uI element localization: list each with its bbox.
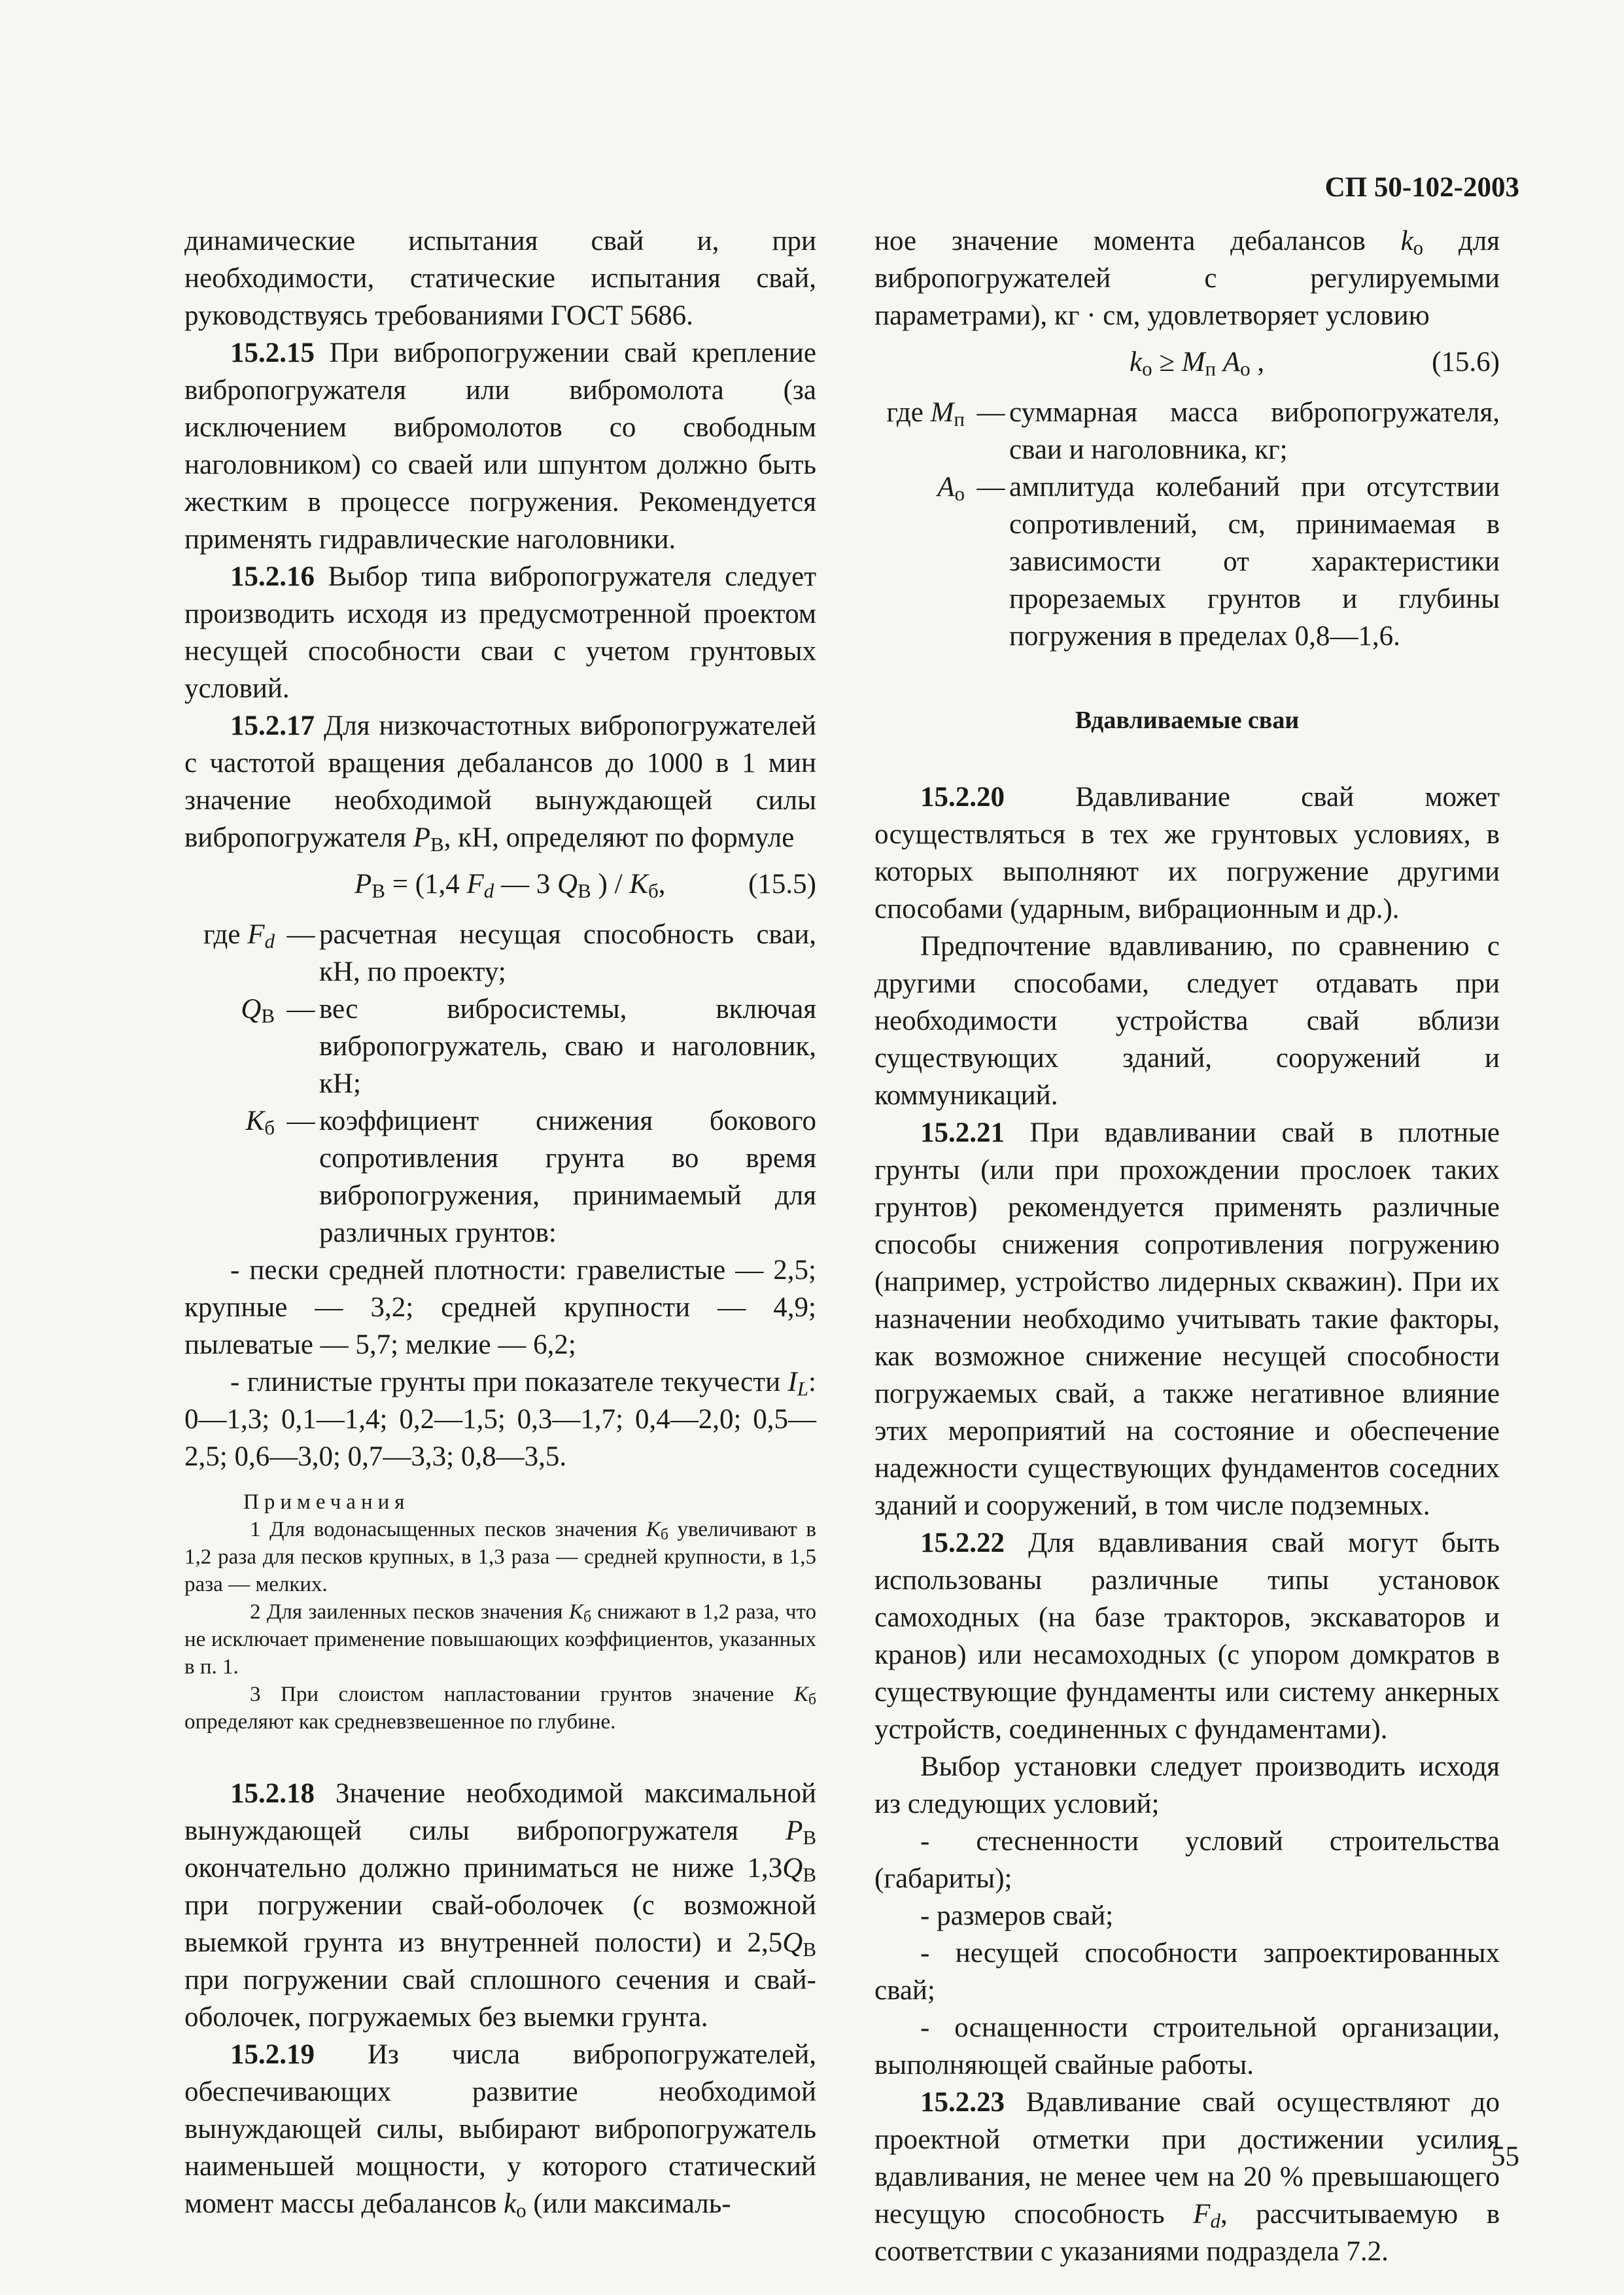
- right-column: [874, 222, 1500, 2270]
- definition-fd: где $F_d$ — расчетная несущая способность сваи, кН, по проекту;: [203, 919, 816, 987]
- definition-ao: $A_о$ — амплитуда колебаний при отсутствии сопротивлений, см, принимаемая в зависимости от характеристики прорезаемых грунтов и глубины погружения в пределах 0,8—1,6.: [937, 472, 1500, 652]
- clause-15-2-20: 15.2.20 Вдавливание свай может осуществляться в тех же грунтовых условиях, в которых выполняют их погружение другими способами (ударным, вибрационным и др.).: [874, 782, 1500, 924]
- continuation-paragraph: ное значение момента дебалансов $k_о$ для вибропогружателей с регулируемыми параметрами), кг · см, удовлетворяет условию: [874, 226, 1500, 331]
- condition-item: - оснащенности строительной организации, выполняющей свайные работы.: [874, 2012, 1500, 2080]
- condition-item: - размеров свай;: [920, 1901, 1114, 1931]
- clause-15-2-16: 15.2.16 Выбор типа вибропогружателя следует производить исходя из предусмотренной проектом несущей способности сваи с учетом грунтовых условий.: [184, 561, 816, 704]
- section-heading: Вдавливаемые сваи: [1075, 707, 1300, 734]
- definition-mp: где $M_п$ — суммарная масса вибропогружателя, сваи и наголовника, кг;: [886, 397, 1500, 465]
- notes-title: Примечания: [243, 1490, 410, 1514]
- left-column: [184, 222, 816, 2222]
- formula-15-5-definitions: [184, 916, 816, 1252]
- formula-15-5: $P_В = (1,4$ $F_d$ — 3 $Q_В$ ) / $K_б$, (15.5): [184, 866, 816, 903]
- clause-15-2-15: 15.2.15 При вибропогружении свай крепление вибропогружателя или вибромолота (за исключением вибромолотов со свободным наголовником) со сваей или шпунтом должно быть жестким в процессе погружения. Рекомендуется применять гидравлические наголовники.: [184, 338, 816, 555]
- equation-number: (15.5): [748, 869, 816, 900]
- clause-15-2-23: 15.2.23 Вдавливание свай осуществляют до проектной отметки при достижении усилия вдавливания, не менее чем на 20 % превышающего несущую способность $F_d$, рассчитываемую в соответствии с указаниями подраздела 7.2.: [874, 2087, 1500, 2267]
- intro-paragraph: динамические испытания свай и, при необходимости, статические испытания свай, руководствуясь требованиями ГОСТ 5686.: [184, 226, 816, 331]
- clays-coefficients: - глинистые грунты при показателе текучести $I_L$: 0—1,3; 0,1—1,4; 0,2—1,5; 0,3—1,7; 0,4—2,0; 0,5—2,5; 0,6—3,0; 0,7—3,3; 0,8—3,5.: [184, 1367, 816, 1472]
- equation-number: (15.6): [1432, 347, 1500, 377]
- formula-15-6: $k_о \ge M_п$ $A_о$ , (15.6): [874, 343, 1500, 381]
- definition-qv: $Q_В$ — вес вибросистемы, включая вибропогружатель, сваю и наголовник, кН;: [241, 994, 816, 1099]
- preference-paragraph: Предпочтение вдавливанию, по сравнению с другими способами, следует отдавать при необходимости устройства свай вблизи существующих зданий, сооружений и коммуникаций.: [874, 931, 1500, 1111]
- condition-item: - несущей способности запроектированных свай;: [874, 1938, 1500, 2006]
- clause-15-2-17: 15.2.17 Для низкочастотных вибропогружателей с частотой вращения дебалансов до 1000 в 1 мин значение необходимой вынуждающей силы вибропогружателя $P_В$, кН, определяют по формуле: [184, 710, 816, 856]
- choice-paragraph: Выбор установки следует производить исходя из следующих условий;: [874, 1751, 1500, 1819]
- notes-block: [184, 1488, 816, 1736]
- sands-coefficients: - пески средней плотности: гравелистые — 2,5; крупные — 3,2; средней крупности — 4,9; пылеватые — 5,7; мелкие — 6,2;: [184, 1255, 816, 1360]
- clause-15-2-21: 15.2.21 При вдавливании свай в плотные грунты (или при прохождении прослоек таких грунтов) рекомендуется применять различные способы снижения сопротивления погружению (например, устройство лидерных скважин). При их назначении необходимо учитывать такие факторы, как возможное снижение несущей способности погружаемых свай, а также негативное влияние этих мероприятий на состояние и обеспечение надежности существующих фундаментов соседних зданий и сооружений, в том числе подземных.: [874, 1117, 1500, 1521]
- condition-item: - стесненности условий строительства (габариты);: [874, 1826, 1500, 1894]
- definition-kb: $K_б$ — коэффициент снижения бокового сопротивления грунта во время вибропогружения, принимаемый для различных грунтов:: [245, 1106, 816, 1248]
- note-1: 1 Для водонасыщенных песков значения $K_б$ увеличивают в 1,2 раза для песков крупных, в 1,3 раза — средней крупности, в 1,5 раза — мелких.: [184, 1518, 816, 1596]
- note-3: 3 При слоистом напластовании грунтов значение $K_б$ определяют как средневзвешенное по глубине.: [184, 1683, 816, 1734]
- clause-15-2-18: 15.2.18 Значение необходимой максимальной вынуждающей силы вибропогружателя $P_В$ окончательно должно приниматься не ниже $1,3Q_В$ при погружении свай-оболочек (с возможной выемкой грунта из внутренней полости) и $2,5Q_В$ при погружении свай сплошного сечения и свай-оболочек, погружаемых без выемки грунта.: [184, 1778, 816, 2033]
- page-number: 55: [1491, 2141, 1519, 2172]
- document-code: СП 50-102-2003: [1324, 172, 1519, 203]
- clause-15-2-19: 15.2.19 Из числа вибропогружателей, обеспечивающих развитие необходимой вынуждающей силы, выбирают вибропогружатель наименьшей мощности, у которого статический момент массы дебалансов $k_о$ (или максималь-: [184, 2039, 816, 2222]
- note-2: 2 Для заиленных песков значения $K_б$ снижают в 1,2 раза, что не исключает применение повышающих коэффициентов, указанных в п. 1.: [184, 1600, 816, 1679]
- formula-15-6-definitions: [874, 394, 1500, 655]
- clause-15-2-22: 15.2.22 Для вдавливания свай могут быть использованы различные типы установок самоходных (на базе тракторов, экскаваторов и кранов) или несамоходных (с упором домкратов в существующие фундаменты или систему анкерных устройств, соединенных с фундаментами).: [874, 1528, 1500, 1745]
